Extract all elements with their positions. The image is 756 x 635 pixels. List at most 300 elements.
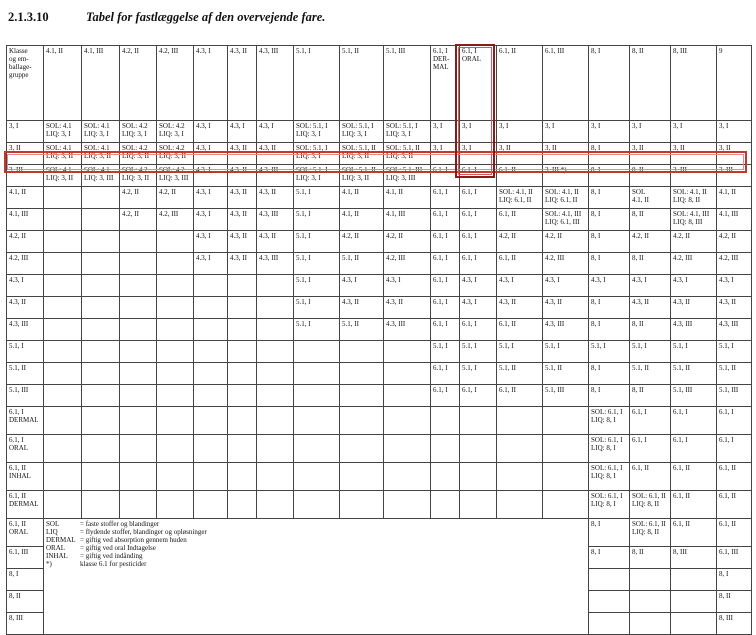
table-cell	[120, 407, 157, 435]
header-row	[7, 46, 752, 121]
table-cell: 8, I	[589, 363, 630, 385]
table-cell: 4.2, II	[671, 231, 717, 253]
column-header: Klasse og em- ballage- gruppe	[7, 46, 44, 121]
table-cell: 4.3, I	[717, 275, 752, 297]
table-cell	[384, 341, 431, 363]
table-row	[7, 385, 752, 407]
table-cell	[120, 435, 157, 463]
table-cell: SOL: 4.2 LIQ: 3, II	[120, 143, 157, 165]
table-cell: 6.1, I	[460, 187, 497, 209]
table-cell	[228, 435, 257, 463]
table-cell	[44, 187, 82, 209]
column-header: 6.1, II	[497, 46, 543, 121]
table-cell: 4.1, II	[340, 187, 384, 209]
table-cell	[44, 341, 82, 363]
table-cell: 4.2, II	[157, 187, 194, 209]
column-header: 6.1, I ORAL	[460, 46, 497, 121]
table-cell: SOL: 4.1, II LIQ: 6.1, II	[497, 187, 543, 209]
table-cell: 5.1, I	[497, 341, 543, 363]
table-cell: 5.1, II	[630, 363, 671, 385]
table-cell: 4.3, I	[630, 275, 671, 297]
section-title: Tabel for fastlæggelse af den overvejende fare.	[86, 10, 326, 24]
row-label: 6.1, III	[7, 547, 44, 569]
table-cell: 4.3, III	[257, 165, 294, 187]
table-cell	[157, 253, 194, 275]
row-label: 5.1, I	[7, 341, 44, 363]
row-label: 3, III	[7, 165, 44, 187]
table-cell: 4.2, II	[543, 231, 589, 253]
table-cell	[82, 187, 120, 209]
table-cell: 4.3, II	[257, 231, 294, 253]
table-cell	[82, 319, 120, 341]
row-label: 4.3, I	[7, 275, 44, 297]
legend-block	[44, 519, 589, 635]
table-cell: 3, I	[431, 143, 460, 165]
table-cell: 3, II	[630, 143, 671, 165]
table-cell: 4.3, II	[497, 297, 543, 319]
table-cell: 6.1, I	[460, 231, 497, 253]
table-cell: 3, I	[460, 121, 497, 143]
row-label: 4.1, II	[7, 187, 44, 209]
table-cell: 4.2, II	[120, 209, 157, 231]
row-label: 4.3, II	[7, 297, 44, 319]
table-cell	[44, 253, 82, 275]
table-cell	[257, 341, 294, 363]
table-cell: 3, I	[630, 121, 671, 143]
table-cell: 5.1, I	[717, 341, 752, 363]
table-cell	[82, 407, 120, 435]
table-cell: 4.3, II	[228, 165, 257, 187]
table-cell: SOL: 5.1, I LIQ: 3, I	[384, 121, 431, 143]
table-cell	[82, 209, 120, 231]
table-cell	[543, 435, 589, 463]
column-header: 8, II	[630, 46, 671, 121]
table-cell	[120, 463, 157, 491]
table-row	[7, 407, 752, 435]
table-cell: 5.1, II	[497, 363, 543, 385]
table-cell: 8, II	[630, 209, 671, 231]
table-cell: 4.3, I	[194, 209, 228, 231]
row-label: 6.1, I ORAL	[7, 435, 44, 463]
table-cell: SOL: 5.1, I LIQ: 3, I	[294, 165, 340, 187]
table-cell: 8, I	[589, 209, 630, 231]
table-cell: 8, I	[589, 385, 630, 407]
table-cell: 4.2, III	[717, 253, 752, 275]
hazard-precedence-table	[6, 45, 752, 635]
table-cell: SOL: 4.2 LIQ: 3, II	[157, 143, 194, 165]
table-cell: 5.1, I	[294, 297, 340, 319]
table-cell: 5.1, I	[460, 363, 497, 385]
row-label: 8, II	[7, 591, 44, 613]
column-header: 8, I	[589, 46, 630, 121]
table-cell: 8, I	[589, 319, 630, 341]
table-cell: SOL: 4.1, III LIQ: 6.1, III	[543, 209, 589, 231]
table-cell: 6.1, I	[431, 165, 460, 187]
table-cell	[82, 297, 120, 319]
table-cell	[228, 491, 257, 519]
table-cell: 3, I	[717, 121, 752, 143]
table-cell: 4.3, I	[194, 165, 228, 187]
table-cell	[194, 319, 228, 341]
row-label: 4.2, III	[7, 253, 44, 275]
table-cell	[384, 463, 431, 491]
table-cell: 4.2, II	[630, 231, 671, 253]
table-cell: 6.1, II	[717, 491, 752, 519]
table-row	[7, 275, 752, 297]
table-cell: 4.3, I	[671, 275, 717, 297]
row-label: 6.1, II INHAL	[7, 463, 44, 491]
table-cell: 6.1, I	[460, 209, 497, 231]
table-cell: 6.1, I	[431, 231, 460, 253]
section-number: 2.1.3.10	[8, 10, 49, 24]
table-cell: 6.1, I	[460, 385, 497, 407]
table-cell: 4.3, I	[460, 297, 497, 319]
table-cell	[44, 463, 82, 491]
table-cell: 6.1, II	[497, 319, 543, 341]
table-cell: 4.2, III	[384, 253, 431, 275]
table-cell: 8, III	[671, 547, 717, 569]
table-cell: 8, II	[630, 253, 671, 275]
table-cell	[157, 319, 194, 341]
table-cell	[82, 385, 120, 407]
table-cell	[194, 341, 228, 363]
table-cell	[157, 297, 194, 319]
row-label: 3, II	[7, 143, 44, 165]
table-cell	[157, 275, 194, 297]
table-row	[7, 519, 752, 547]
table-cell: 3, I	[589, 121, 630, 143]
table-cell	[82, 275, 120, 297]
table-cell: 6.1, I	[431, 297, 460, 319]
table-cell	[82, 231, 120, 253]
table-cell: 5.1, I	[294, 231, 340, 253]
table-cell	[294, 363, 340, 385]
table-cell: 8, II	[630, 319, 671, 341]
table-cell: 5.1, I	[671, 341, 717, 363]
table-cell	[460, 407, 497, 435]
table-cell: SOL: 4.1 LIQ: 3, II	[44, 165, 82, 187]
table-cell	[671, 613, 717, 635]
table-cell: 5.1, I	[294, 209, 340, 231]
table-cell: 4.2, II	[384, 231, 431, 253]
row-label: 6.1, II DERMAL	[7, 491, 44, 519]
table-cell: 8, I	[589, 547, 630, 569]
table-cell	[257, 407, 294, 435]
table-cell	[460, 435, 497, 463]
column-header: 4.2, II	[120, 46, 157, 121]
legend-key: *)	[46, 560, 52, 568]
table-cell: 8, I	[589, 253, 630, 275]
legend-text: = giftig ved indånding	[80, 552, 143, 560]
table-cell: 6.1, I	[460, 165, 497, 187]
table-cell	[44, 363, 82, 385]
column-header: 4.3, I	[194, 46, 228, 121]
table-cell: 8, III	[717, 613, 752, 635]
table-cell	[340, 463, 384, 491]
table-cell	[340, 407, 384, 435]
table-cell	[384, 407, 431, 435]
row-label: 3, I	[7, 121, 44, 143]
table-cell	[44, 319, 82, 341]
table-cell	[294, 491, 340, 519]
table-cell	[120, 491, 157, 519]
legend-line	[46, 544, 586, 552]
table-cell: 8, II	[630, 385, 671, 407]
table-cell	[431, 435, 460, 463]
table-cell: 4.3, III	[257, 209, 294, 231]
table-cell: 3, II	[497, 143, 543, 165]
table-cell: 3, II	[671, 143, 717, 165]
table-row	[7, 253, 752, 275]
table-cell: 4.3, II	[228, 209, 257, 231]
column-header: 5.1, I	[294, 46, 340, 121]
table-cell: 8, I	[589, 231, 630, 253]
table-cell: 6.1, I	[460, 253, 497, 275]
table-cell	[44, 407, 82, 435]
table-cell: SOL: 6.1, I LIQ: 8, I	[589, 407, 630, 435]
table-cell: 6.1, I	[717, 435, 752, 463]
table-cell	[630, 591, 671, 613]
table-cell: 4.3, I	[257, 121, 294, 143]
table-cell: SOL: 5.1, I LIQ: 3, I	[294, 121, 340, 143]
table-row	[7, 165, 752, 187]
table-cell	[157, 231, 194, 253]
table-cell: 5.1, II	[340, 319, 384, 341]
table-cell	[257, 319, 294, 341]
table-cell: 4.3, III	[543, 319, 589, 341]
table-cell: SOL: 4.1 LIQ: 3, II	[44, 143, 82, 165]
table-cell	[44, 435, 82, 463]
table-cell: 6.1, II	[630, 463, 671, 491]
table-cell: 6.1, III	[717, 547, 752, 569]
table-cell	[294, 435, 340, 463]
table-cell	[257, 363, 294, 385]
table-cell: 6.1, I	[431, 385, 460, 407]
table-cell: 3, III *)	[543, 165, 589, 187]
table-cell: 5.1, I	[294, 319, 340, 341]
table-cell	[157, 341, 194, 363]
table-cell: 6.1, II	[497, 253, 543, 275]
table-cell: 5.1, I	[431, 341, 460, 363]
row-label: 6.1, II ORAL	[7, 519, 44, 547]
table-cell	[340, 435, 384, 463]
table-cell: SOL 4.1, II	[630, 187, 671, 209]
table-cell: 6.1, I	[460, 319, 497, 341]
table-cell	[82, 253, 120, 275]
table-cell	[228, 319, 257, 341]
table-cell: 5.1, II	[543, 363, 589, 385]
table-cell: 4.3, II	[257, 187, 294, 209]
table-row	[7, 187, 752, 209]
column-header: 5.1, II	[340, 46, 384, 121]
table-cell: 4.3, I	[194, 231, 228, 253]
table-cell	[82, 435, 120, 463]
table-cell	[384, 435, 431, 463]
table-cell	[589, 591, 630, 613]
table-cell: 4.3, I	[194, 121, 228, 143]
table-cell	[194, 407, 228, 435]
table-cell: 4.3, III	[671, 319, 717, 341]
table-cell: 8, II	[717, 591, 752, 613]
table-cell	[44, 231, 82, 253]
table-cell: 4.3, I	[384, 275, 431, 297]
row-label: 5.1, II	[7, 363, 44, 385]
table-cell: 4.3, II	[717, 297, 752, 319]
table-cell	[157, 463, 194, 491]
table-cell	[294, 341, 340, 363]
table-cell	[257, 275, 294, 297]
table-cell: 5.1, III	[543, 385, 589, 407]
table-row	[7, 463, 752, 491]
table-cell	[460, 463, 497, 491]
table-cell: 5.1, I	[294, 275, 340, 297]
table-cell: 3, II	[717, 143, 752, 165]
column-header: 4.2, III	[157, 46, 194, 121]
table-cell: SOL: 5.1, III LIQ: 3, III	[384, 165, 431, 187]
row-label: 4.1, III	[7, 209, 44, 231]
table-cell: 4.2, II	[340, 231, 384, 253]
table-cell: 6.1, II	[717, 463, 752, 491]
table-cell: 8, I	[717, 569, 752, 591]
table-cell: 4.2, II	[120, 187, 157, 209]
table-cell	[120, 363, 157, 385]
table-row	[7, 231, 752, 253]
table-cell	[194, 491, 228, 519]
table-cell	[44, 275, 82, 297]
table-cell: SOL: 4.1 LIQ: 3, III	[82, 165, 120, 187]
table-cell: 6.1, I	[431, 363, 460, 385]
table-cell: SOL: 4.2 LIQ: 3, I	[120, 121, 157, 143]
table-cell	[157, 435, 194, 463]
table-cell	[460, 491, 497, 519]
table-cell: 5.1, I	[589, 341, 630, 363]
table-cell	[294, 463, 340, 491]
section-heading	[6, 6, 746, 28]
column-header: 4.3, III	[257, 46, 294, 121]
table-cell	[228, 385, 257, 407]
table-cell: 4.3, III	[384, 319, 431, 341]
table-cell: SOL: 6.1, I LIQ: 8, I	[589, 463, 630, 491]
table-row	[7, 435, 752, 463]
table-cell	[340, 363, 384, 385]
table-cell: 5.1, I	[630, 341, 671, 363]
table-cell	[157, 407, 194, 435]
table-cell	[589, 613, 630, 635]
table-cell	[228, 297, 257, 319]
table-cell	[384, 363, 431, 385]
table-cell: 4.3, II	[340, 297, 384, 319]
table-cell: 4.3, I	[228, 121, 257, 143]
table-cell: 4.1, III	[717, 209, 752, 231]
table-cell: 6.1, I	[431, 319, 460, 341]
table-cell: 4.3, II	[671, 297, 717, 319]
legend-key: SOL	[46, 520, 60, 528]
table-cell: 5.1, II	[717, 363, 752, 385]
table-cell: 8, I	[589, 143, 630, 165]
legend-line	[46, 552, 586, 560]
table-cell: 4.3, III	[257, 253, 294, 275]
column-header: 8, III	[671, 46, 717, 121]
table-cell	[120, 319, 157, 341]
legend-line	[46, 520, 586, 528]
legend-line	[46, 560, 586, 568]
table-cell	[630, 569, 671, 591]
table-cell	[228, 341, 257, 363]
table-cell	[228, 407, 257, 435]
table-cell: SOL: 4.1 LIQ: 3, II	[82, 143, 120, 165]
table-cell	[340, 385, 384, 407]
legend-key: INHAL	[46, 552, 68, 560]
table-cell: 5.1, I	[460, 341, 497, 363]
table-cell: SOL: 6.1, II LIQ: 8, II	[630, 519, 671, 547]
table-cell: 6.1, II	[671, 519, 717, 547]
table-cell: 4.3, I	[194, 187, 228, 209]
table-cell	[157, 363, 194, 385]
table-row	[7, 319, 752, 341]
table-cell: 6.1, II	[717, 519, 752, 547]
table-cell	[543, 463, 589, 491]
table-cell: 4.2, III	[671, 253, 717, 275]
table-cell: 6.1, I	[671, 407, 717, 435]
column-header: 9	[717, 46, 752, 121]
legend-text: = faste stoffer og blandinger	[80, 520, 160, 528]
table-cell: SOL: 5.1, I LIQ: 3, I	[294, 143, 340, 165]
table-cell	[157, 491, 194, 519]
table-cell: 3, I	[460, 143, 497, 165]
table-cell: 6.1, II	[497, 385, 543, 407]
table-cell: 8, I	[589, 297, 630, 319]
table-row	[7, 121, 752, 143]
table-cell: SOL: 4.1 LIQ: 3, I	[44, 121, 82, 143]
table-cell: 4.2, II	[717, 231, 752, 253]
table-cell: SOL: 4.2 LIQ: 3, III	[157, 165, 194, 187]
table-cell: 6.1, II	[671, 491, 717, 519]
table-cell	[630, 613, 671, 635]
table-cell: 8, I	[589, 187, 630, 209]
table-cell	[384, 385, 431, 407]
table-cell	[294, 407, 340, 435]
row-label: 4.3, III	[7, 319, 44, 341]
table-cell	[294, 385, 340, 407]
column-header: 4.3, II	[228, 46, 257, 121]
table-cell: 3, I	[543, 121, 589, 143]
table-cell: 5.1, I	[294, 187, 340, 209]
table-row	[7, 363, 752, 385]
table-cell	[671, 569, 717, 591]
table-cell: 3, II	[543, 143, 589, 165]
table-cell	[194, 463, 228, 491]
table-cell: 4.2, III	[157, 209, 194, 231]
table-cell: SOL: 4.1, II LIQ: 6.1, II	[543, 187, 589, 209]
table-cell	[497, 435, 543, 463]
table-cell	[497, 463, 543, 491]
table-cell: 6.1, I	[630, 407, 671, 435]
table-cell	[257, 463, 294, 491]
table-cell	[82, 491, 120, 519]
table-cell	[431, 491, 460, 519]
table-cell: 3, I	[497, 121, 543, 143]
table-cell	[157, 385, 194, 407]
table-cell	[340, 341, 384, 363]
table-cell: 6.1, I	[630, 435, 671, 463]
table-row	[7, 491, 752, 519]
table-cell	[257, 435, 294, 463]
row-label: 8, III	[7, 613, 44, 635]
table-cell	[82, 341, 120, 363]
table-cell: 6.1, II	[497, 209, 543, 231]
row-label: 8, I	[7, 569, 44, 591]
table-cell: 4.3, II	[630, 297, 671, 319]
